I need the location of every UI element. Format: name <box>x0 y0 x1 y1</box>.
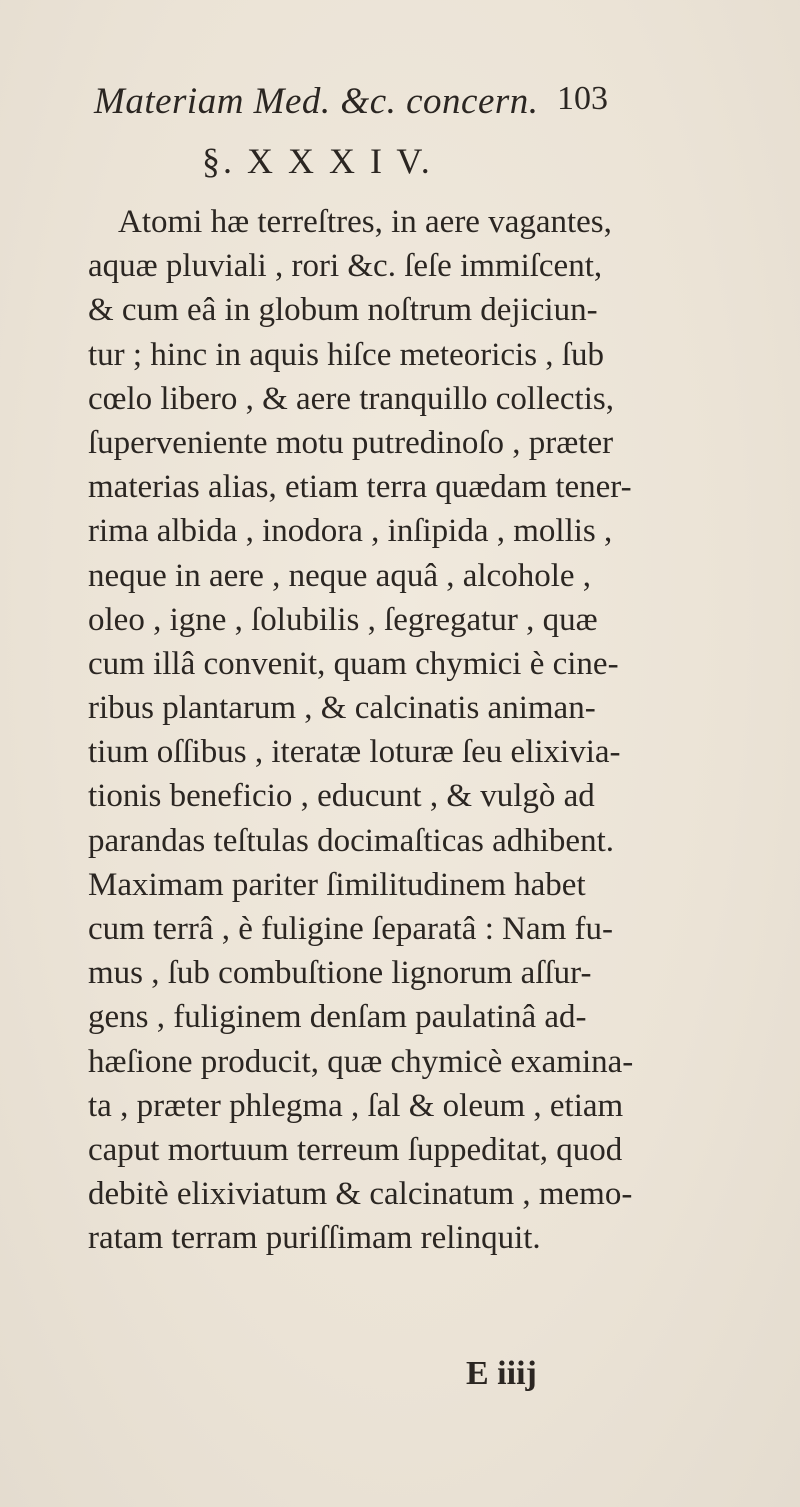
running-head <box>94 74 634 124</box>
text-line: oleo , igne , ſolubilis , ſegregatur , quæ <box>88 601 598 638</box>
text-line: ta , præter phlegma , ſal & oleum , etiam <box>88 1087 624 1124</box>
text-line: ſuperveniente motu putredinoſo , præter <box>88 424 614 461</box>
text-line: cum terrâ , è fuligine ſeparatâ : Nam fu- <box>88 911 614 947</box>
text-line: hæſione producit, quæ chymicè examina- <box>88 1043 634 1080</box>
text-line: gens , fuliginem denſam paulatinâ ad- <box>88 999 587 1036</box>
section-heading: §. X X X I V. <box>202 141 433 181</box>
running-title: Materiam Med. &c. concern. <box>94 81 539 122</box>
text-line: Atomi hæ terreſtres, in aere vagantes, <box>118 204 612 240</box>
text-line: tium oſſibus , iteratæ loturæ ſeu elixivia- <box>88 734 621 771</box>
text-line: rima albida , inodora , inſipida , mollis , <box>88 513 613 550</box>
signature-mark: E iiij <box>466 1355 537 1392</box>
text-line: cum illâ convenit, quam chymici è cine- <box>88 645 619 682</box>
text-line: mus , ſub combuſtione lignorum aſſur- <box>88 955 592 992</box>
text-line: caput mortuum terreum ſuppeditat, quod <box>88 1131 623 1168</box>
text-line: neque in aere , neque aquâ , alcohole , <box>88 557 592 594</box>
paragraph <box>88 200 648 1261</box>
text-line: ratam terram puriſſimam relinquit. <box>88 1220 541 1257</box>
text-line: parandas teſtulas docimaſticas adhibent. <box>88 822 614 859</box>
text-line: tionis beneficio , educunt , & vulgò ad <box>88 778 595 815</box>
text-line: debitè elixiviatum & calcinatum , memo- <box>88 1176 633 1213</box>
text-line: & cum eâ in globum noſtrum dejiciun- <box>88 292 598 329</box>
text-line: tur ; hinc in aquis hiſce meteoricis , ſub <box>88 336 604 373</box>
text-line: Maximam pariter ſimilitudinem habet <box>88 866 586 903</box>
text-line: ribus plantarum , & calcinatis animan- <box>88 690 596 727</box>
page-number: 103 <box>557 80 608 117</box>
text-line: aquæ pluviali , rori &c. ſeſe immiſcent, <box>88 248 603 285</box>
text-line: cœlo libero , & aere tranquillo collectis, <box>88 380 614 417</box>
text-line: materias alias, etiam terra quædam tener- <box>88 469 632 506</box>
